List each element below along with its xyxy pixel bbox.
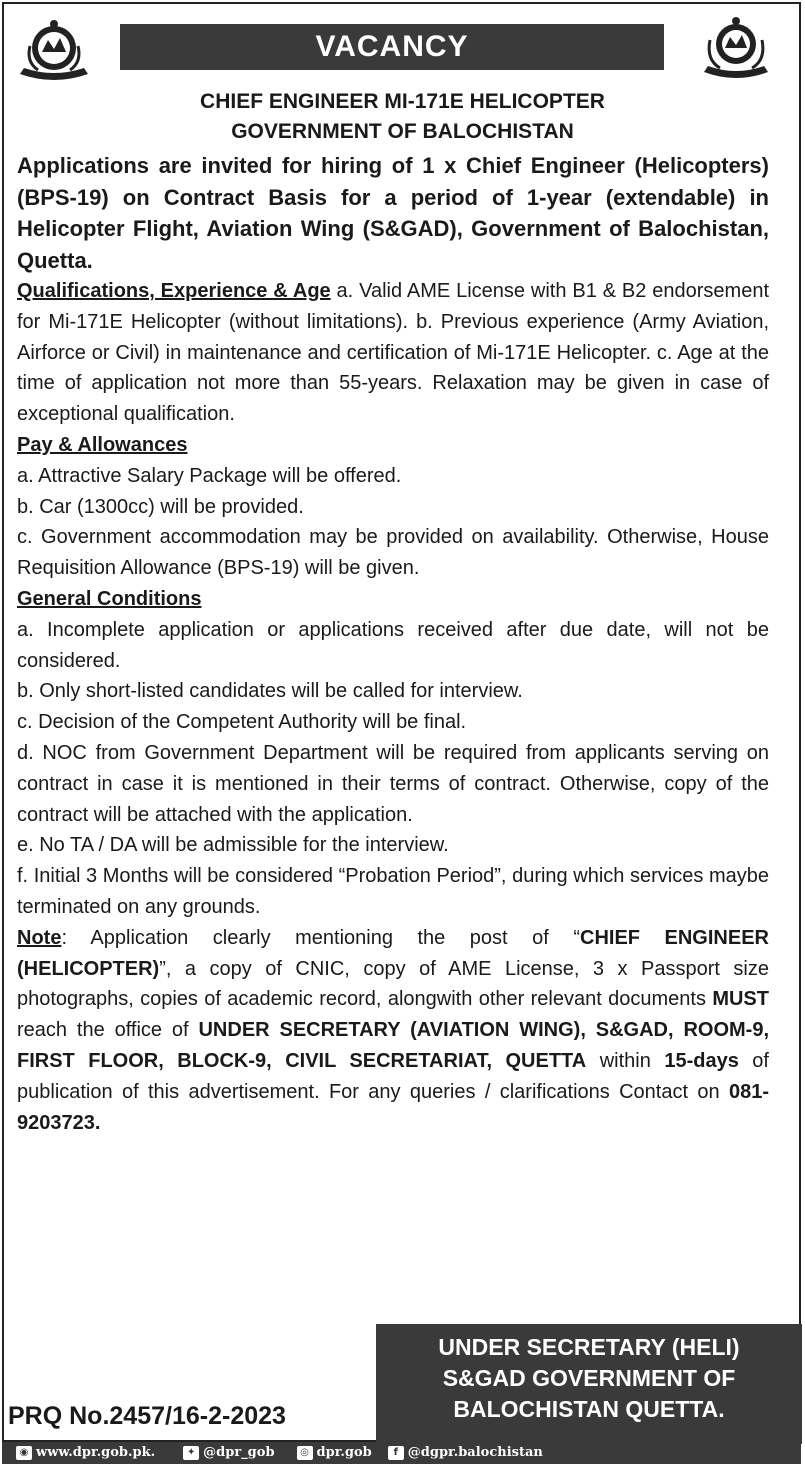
globe-icon: ◉ xyxy=(16,1446,32,1460)
twitter-handle[interactable]: @dpr_gob xyxy=(203,1445,275,1460)
pay-item: b. Car (1300cc) will be provided. xyxy=(17,495,304,518)
advertisement-body xyxy=(17,150,769,1138)
note-text: ”, a copy of CNIC, copy of AME License, 3 x Passport size photographs, copies of academic record, alongwith other relevant documents xyxy=(17,957,769,1011)
note-text: : Application clearly mentioning the post of “ xyxy=(61,926,580,949)
balochistan-emblem-right xyxy=(696,14,776,86)
note-post: CHIEF ENGINEER (HELICOPTER) xyxy=(17,926,769,980)
note-paragraph xyxy=(17,923,769,1139)
contact-number: 081-9203723. xyxy=(17,1080,769,1134)
note-text: within xyxy=(586,1049,665,1072)
footer-instagram[interactable] xyxy=(297,1442,372,1464)
intro-paragraph: Applications are invited for hiring of 1 x Chief Engineer (Helicopters) (BPS-19) on Contract Basis for a period of 1-year (extendable) in Helicopter Flight, Aviation Wing (S&GAD), Government of Balochistan, Quetta. xyxy=(17,153,769,273)
note-deadline: 15-days xyxy=(664,1049,739,1072)
signature-line: S&GAD GOVERNMENT OF xyxy=(442,1365,736,1391)
website-link[interactable]: www.dpr.gob.pk. xyxy=(36,1445,156,1460)
qualifications-text: a. Valid AME License with B1 & B2 endorsement for Mi-171E Helicopter (without limitations). b. Previous experience (Army Aviation, Airforce or Civil) in maintenance and certification of Mi-171E Helicopter. c. Age at the time of application not more than 55-years. Relaxation may be given in case of exceptional qualification. xyxy=(17,280,770,426)
note-text: of publication of this advertisement. For any queries / clarifications Contact on xyxy=(17,1049,769,1103)
pay-heading: Pay & Allowances xyxy=(17,433,188,456)
conditions-heading: General Conditions xyxy=(17,587,202,610)
post-title: CHIEF ENGINEER MI-171E HELICOPTER xyxy=(200,90,605,113)
facebook-icon: f xyxy=(388,1446,404,1460)
condition-item: d. NOC from Government Department will be required from applicants serving on contract in case it is mentioned in their terms of contract. Otherwise, copy of the contract will be attached with the application. xyxy=(17,741,769,826)
signature-line: BALOCHISTAN QUETTA. xyxy=(453,1396,725,1422)
footer-website[interactable] xyxy=(16,1442,155,1464)
condition-item: a. Incomplete application or applications received after due date, will not be considered. xyxy=(17,618,769,672)
pay-item: c. Government accommodation may be provided on availability. Otherwise, House Requisition Allowance (BPS-19) will be given. xyxy=(17,526,769,580)
footer-twitter[interactable] xyxy=(183,1442,274,1464)
signature-line: UNDER SECRETARY (HELI) xyxy=(438,1334,740,1360)
note-office-address: UNDER SECRETARY (AVIATION WING), S&GAD, ROOM-9, FIRST FLOOR, BLOCK-9, CIVIL SECRETARIAT, QUETTA xyxy=(17,1019,769,1072)
footer-bar xyxy=(2,1442,801,1464)
signature-block xyxy=(376,1324,802,1444)
qualifications-heading: Qualifications, Experience & Age xyxy=(17,280,331,302)
instagram-icon: ◎ xyxy=(297,1446,313,1460)
department-title: GOVERNMENT OF BALOCHISTAN xyxy=(231,120,574,143)
note-text: reach the office of xyxy=(17,1019,199,1042)
note-label: Note xyxy=(17,926,62,949)
qualifications-paragraph xyxy=(17,276,769,430)
condition-item: f. Initial 3 Months will be considered “Probation Period”, during which services maybe terminated on any grounds. xyxy=(17,865,769,918)
instagram-handle[interactable]: dpr.gob xyxy=(316,1445,372,1460)
facebook-handle[interactable]: @dgpr.balochistan xyxy=(407,1445,543,1460)
footer-facebook[interactable] xyxy=(388,1442,543,1464)
condition-item: c. Decision of the Competent Authority will be final. xyxy=(17,711,467,734)
prq-number: PRQ No.2457/16-2-2023 xyxy=(8,1402,286,1430)
vacancy-banner: VACANCY xyxy=(120,24,664,70)
twitter-icon: ✦ xyxy=(183,1446,199,1460)
pay-item: a. Attractive Salary Package will be offered. xyxy=(17,464,402,487)
balochistan-emblem-left xyxy=(14,16,94,88)
note-must: MUST xyxy=(712,988,769,1011)
condition-item: e. No TA / DA will be admissible for the interview. xyxy=(17,834,449,857)
condition-item: b. Only short-listed candidates will be called for interview. xyxy=(17,680,523,703)
